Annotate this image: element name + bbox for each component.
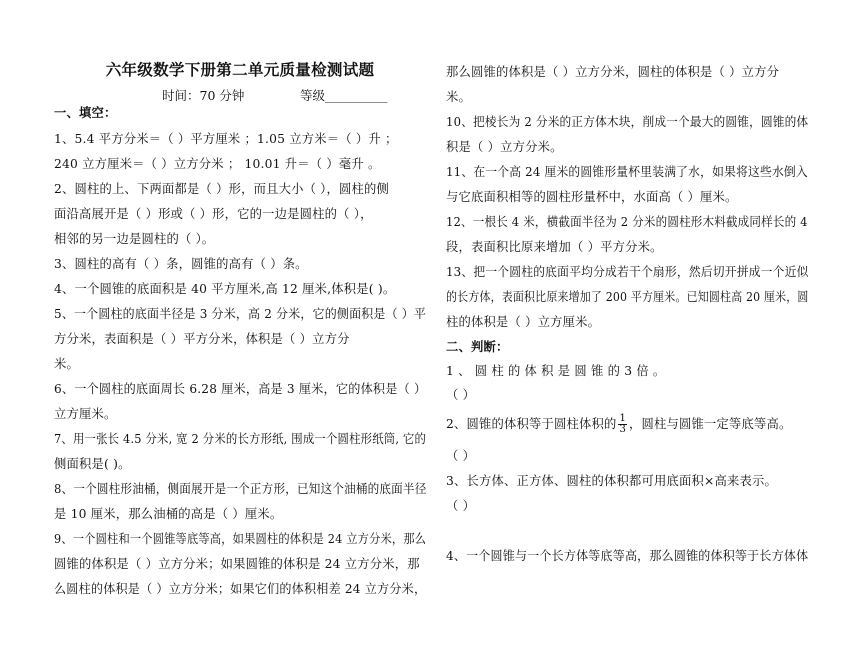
time-limit: 时间：70 分钟 — [162, 88, 245, 103]
answer-paren: （ ） — [446, 499, 476, 513]
question-line: 7、用一张长 4.5 分米, 宽 2 分米的长方形纸, 围成一个圆柱形纸筒, 它的 — [54, 432, 427, 446]
question-line: 与它底面积相等的圆柱形量杯中，水面高（ ）厘米。 — [446, 190, 738, 204]
section-heading-judge: 二、判断： — [446, 339, 509, 354]
judge-question-2 — [446, 414, 792, 435]
answer-paren: （ ） — [446, 388, 476, 402]
question-line: 那么圆锥的体积是（ ）立方分米，圆柱的体积是（ ）立方分 — [446, 65, 780, 79]
judge-question-4: 4、一个圆锥与一个长方体等底等高，那么圆锥的体积等于长方体体 — [446, 549, 809, 563]
judge-question-2-text-end: ，圆柱与圆锥一定等底等高。 — [629, 417, 792, 431]
section-heading-fill: 一、填空： — [54, 105, 117, 120]
answer-paren: （ ） — [446, 449, 476, 463]
question-line: 积是（ ）立方分米。 — [446, 140, 563, 154]
question-line: 12、一根长 4 米，横截面半径为 2 分米的圆柱形木料截成同样长的 4 — [446, 215, 808, 229]
question-line: 8、一个圆柱形油桶，侧面展开是一个正方形，已知这个油桶的底面半径 — [54, 482, 427, 496]
question-line: 面沿高展开是（ ）形或（ ）形，它的一边是圆柱的（ ）， — [54, 207, 373, 221]
fraction-one-third — [618, 414, 627, 435]
question-line: 2、圆柱的上、下两面都是（ ）形，而且大小（ ），圆柱的侧 — [54, 182, 390, 196]
judge-question-1: 1 、 圆 柱 的 体 积 是 圆 锥 的 3 倍 。 — [446, 364, 666, 378]
question-line: 1、5.4 平方分米＝（ ）平方厘米 ；1.05 立方米＝（ ）升 ； — [54, 132, 398, 146]
question-line: 是 10 厘米，那么油桶的高是（ ）厘米。 — [54, 507, 283, 521]
fraction-denominator: 3 — [619, 424, 627, 435]
judge-question-3: 3、长方体、正方体、圆柱的体积都可用底面积×高来表示。 — [446, 474, 777, 488]
question-line: 米。 — [446, 90, 471, 104]
question-line: 侧面积是( )。 — [54, 457, 131, 471]
question-line: 240 立方厘米＝（ ）立方分米 ； 10.01 升＝（ ）毫升 。 — [54, 157, 381, 171]
question-line: 11、在一个高 24 厘米的圆锥形量杯里装满了水，如果将这些水倒入 — [446, 165, 808, 179]
question-line: 5、一个圆柱的底面半径是 3 分米，高 2 分米，它的侧面积是（ ）平 — [54, 307, 427, 321]
question-line: 段，表面积比原来增加（ ）平方分米。 — [446, 240, 663, 254]
question-line: 方分米，表面积是（ ）平方分米，体积是（ ）立方分 — [54, 332, 350, 346]
question-line: 的长方体，表面积比原来增加了 200 平方厘米。已知圆柱高 20 厘米，圆 — [446, 290, 809, 304]
question-line: 相邻的另一边是圆柱的（ ）。 — [54, 232, 215, 246]
question-line: 么圆柱的体积是（ ）立方分米；如果它们的体积相差 24 立方分米， — [54, 582, 427, 596]
fraction-numerator: 1 — [619, 413, 627, 424]
question-line: 立方厘米。 — [54, 407, 117, 421]
page-title: 六年级数学下册第二单元质量检测试题 — [105, 60, 375, 79]
question-line: 米。 — [54, 357, 79, 371]
question-line: 4、一个圆锥的底面积是 40 平方厘米,高 12 厘米,体积是( )。 — [54, 282, 396, 296]
question-line: 柱的体积是（ ）立方厘米。 — [446, 315, 601, 329]
grade-field: 等级__________ — [300, 88, 388, 103]
question-line: 3、圆柱的高有（ ）条，圆锥的高有（ ）条。 — [54, 257, 308, 271]
question-line: 9、一个圆柱和一个圆锥等底等高，如果圆柱的体积是 24 立方分米，那么 — [54, 532, 427, 546]
question-line: 10、把棱长为 2 分米的正方体木块，削成一个最大的圆锥，圆锥的体 — [446, 115, 809, 129]
question-line: 13、把一个圆柱的底面平均分成若干个扇形，然后切开拼成一个近似 — [446, 265, 809, 279]
question-line: 圆锥的体积是（ ）立方分米；如果圆锥的体积是 24 立方分米，那 — [54, 557, 420, 571]
question-line: 6、一个圆柱的底面周长 6.28 厘米，高是 3 厘米，它的体积是（ ） — [54, 382, 427, 396]
judge-question-2-text: 2、圆锥的体积等于圆柱体积的 — [446, 417, 617, 431]
